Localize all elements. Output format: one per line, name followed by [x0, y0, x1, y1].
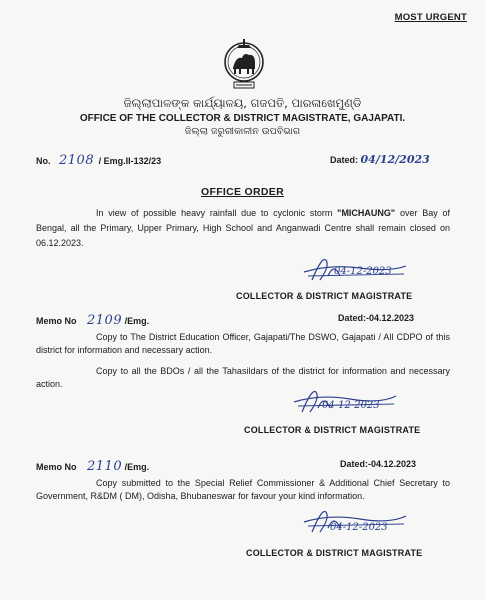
reference-dated-label: Dated:	[330, 155, 359, 165]
memo-1-paragraph-1: Copy to The District Education Officer, Gajapati/The DSWO, Gajapati / All CDPO of this district for information and necessary action.	[36, 332, 450, 355]
memo-2-number	[36, 459, 149, 474]
odisha-state-emblem-icon	[222, 36, 266, 92]
signatory-2: COLLECTOR & DISTRICT MAGISTRATE	[244, 425, 421, 435]
order-paragraph	[36, 206, 450, 251]
memo-1-paragraph-2: Copy to all the BDOs / all the Tahasildars of the district for information and necessary action.	[36, 366, 450, 389]
memo-2-date: Dated:-04.12.2023	[340, 459, 417, 469]
signatory-3: COLLECTOR & DISTRICT MAGISTRATE	[246, 548, 423, 558]
office-heading: OFFICE OF THE COLLECTOR & DISTRICT MAGISTRATE, GAJAPATI.	[79, 113, 406, 124]
signature-3-date: 04-12-2023	[330, 522, 388, 533]
office-order-title: OFFICE ORDER	[201, 186, 284, 198]
memo-1-date: Dated:-04.12.2023	[338, 313, 415, 323]
memo-2-label: Memo No	[36, 462, 77, 472]
memo-1-number	[36, 313, 149, 328]
memo-2-suffix: /Emg.	[124, 462, 150, 472]
reference-no-handwritten: 2108	[59, 153, 95, 168]
reference-dated-handwritten: 04/12/2023	[360, 153, 430, 166]
reference-no-prefix: No.	[36, 156, 51, 166]
signature-1-date: 04-12-2023	[334, 266, 392, 277]
signature-2-date: 04-12-2023	[322, 400, 380, 411]
memo-1-suffix: /Emg.	[124, 316, 150, 326]
memo-1-no-handwritten: 2109	[87, 313, 123, 328]
order-text-before: In view of possible heavy rainfall due to cyclonic storm	[96, 208, 338, 218]
odia-section-heading: ଜିଲ୍ଲା ଜରୁରୀକାଳୀନ ଉପବିଭାଗ	[184, 126, 301, 137]
reference-no-suffix: / Emg.II-132/23	[98, 156, 162, 166]
order-text-after: over Bay of Bengal, all the Primary, Upper Primary, High School and Anganwadi Centre shall remain closed on 06.12.2023.	[36, 208, 450, 248]
most-urgent-label: MOST URGENT	[394, 12, 467, 23]
reference-number	[36, 153, 161, 168]
memo-2-no-handwritten: 2110	[87, 459, 123, 474]
reference-date	[330, 153, 430, 166]
storm-name: "MICHAUNG"	[337, 208, 396, 218]
signatory-1: COLLECTOR & DISTRICT MAGISTRATE	[236, 291, 413, 301]
memo-1-label: Memo No	[36, 316, 77, 326]
memo-2-paragraph: Copy submitted to the Special Relief Commissioner & Additional Chief Secretary to Government, R&DM ( DM), Odisha, Bhubaneswar for favour your kind information.	[36, 478, 450, 501]
odia-office-heading: ଜିଲ୍ଲାପାଳଙ୍କ କାର୍ଯ୍ୟାଳୟ, ଗଜପତି, ପାରଳାଖେମୁଣ୍ଡି	[123, 96, 362, 110]
